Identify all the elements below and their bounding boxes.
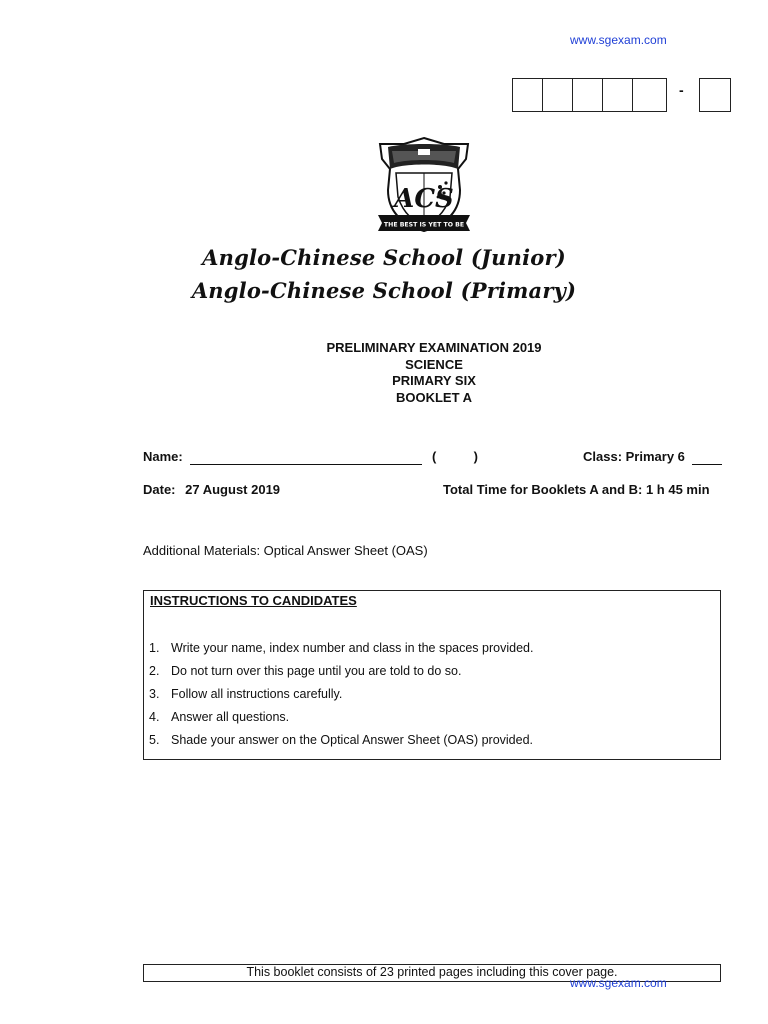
class-row (583, 449, 722, 465)
class-label: Class: Primary 6 (583, 449, 685, 464)
date-label: Date: (143, 482, 176, 497)
school-name-junior: Anglo-Chinese School (Junior) (202, 245, 566, 270)
school-name-primary: Anglo-Chinese School (Primary) (191, 278, 577, 303)
index-box-cell[interactable] (603, 79, 633, 111)
crest-motto: THE BEST IS YET TO BE (383, 221, 465, 229)
instructions-title: INSTRUCTIONS TO CANDIDATES (150, 593, 357, 608)
index-separator: - (679, 82, 684, 98)
exam-subject: SCIENCE (405, 356, 463, 372)
exam-title: PRELIMINARY EXAMINATION 2019 (326, 340, 542, 355)
instruction-item: 1. Write your name, index number and class in the spaces provided. (149, 641, 534, 655)
date-row (143, 482, 280, 497)
footer-page-count: This booklet consists of 23 printed pages including this cover page. (143, 964, 721, 982)
index-box-cell[interactable] (573, 79, 603, 111)
date-value: 27 August 2019 (185, 482, 281, 497)
instructions-box (143, 590, 721, 760)
name-label: Name: (143, 449, 183, 464)
index-close-paren: ) (473, 449, 478, 464)
crest-monogram: ACS (394, 184, 454, 214)
index-box-cell[interactable] (543, 79, 573, 111)
instruction-item: 5. Shade your answer on the Optical Answer Sheet (OAS) provided. (149, 733, 533, 747)
index-box-cell[interactable] (513, 79, 543, 111)
watermark-link-top[interactable]: www.sgexam.com (570, 33, 667, 47)
exam-booklet: BOOKLET A (395, 389, 473, 405)
exam-title-block (0, 340, 768, 406)
total-time: Total Time for Booklets A and B: 1 h 45 min (443, 482, 710, 497)
index-box-cell[interactable] (633, 79, 663, 111)
instruction-item: 3. Follow all instructions carefully. (149, 687, 343, 701)
instruction-item: 4. Answer all questions. (149, 710, 290, 724)
school-crest-logo (374, 135, 474, 235)
index-open-paren: ( (432, 449, 437, 464)
exam-level: PRIMARY SIX (392, 373, 476, 388)
instructions-list (149, 639, 533, 754)
class-field[interactable] (692, 449, 722, 465)
index-number-boxes[interactable] (512, 78, 667, 112)
watermark-link-bottom[interactable]: www.sgexam.com (570, 976, 667, 990)
name-field[interactable] (190, 449, 422, 465)
name-row (143, 449, 478, 465)
class-index-box[interactable] (699, 78, 731, 112)
instruction-item: 2. Do not turn over this page until you are told to do so. (149, 664, 462, 678)
additional-materials: Additional Materials: Optical Answer Sheet (OAS) (143, 543, 428, 558)
